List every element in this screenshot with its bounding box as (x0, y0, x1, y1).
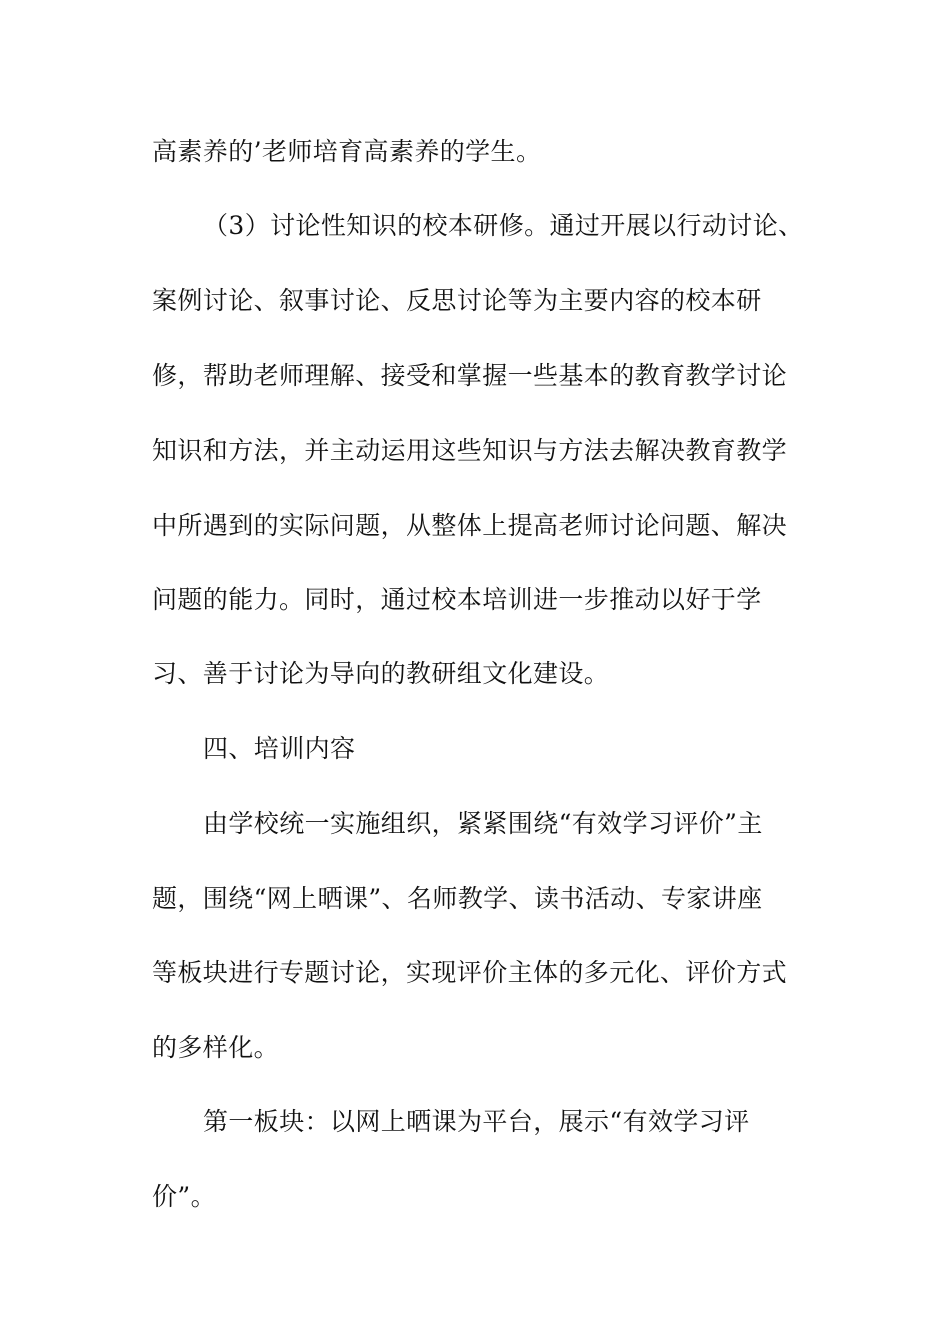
text-line: 修，帮助老师理解、接受和掌握一些基本的教育教学讨论 (152, 361, 788, 390)
text-line: 知识和方法，并主动运用这些知识与方法去解决教育教学 (152, 436, 788, 465)
text-line: 价”。 (152, 1182, 216, 1211)
text-line: 习、善于讨论为导向的教研组文化建设。 (152, 659, 610, 688)
text-line: 等板块进行专题讨论，实现评价主体的多元化、评价方式 (152, 958, 788, 987)
text-line: 的多样化。 (152, 1033, 280, 1062)
text-line: 问题的能力。同时，通过校本培训进一步推动以好于学 (152, 585, 762, 614)
text-line: 第一板块：以网上晒课为平台，展示“有效学习评 (203, 1107, 750, 1136)
section-heading: 四、培训内容 (203, 734, 356, 763)
text-line: 题，围绕“网上晒课”、名师教学、读书活动、专家讲座 (152, 884, 763, 913)
text-line: 高素养的’老师培育高素养的学生。 (152, 137, 542, 166)
text-line: 案例讨论、叙事讨论、反思讨论等为主要内容的校本研 (152, 286, 762, 315)
text-line: 由学校统一实施组织，紧紧围绕“有效学习评价”主 (203, 809, 763, 838)
text-line: （3）讨论性知识的校本研修。通过开展以行动讨论、 (203, 211, 804, 240)
text-line: 中所遇到的实际问题，从整体上提高老师讨论问题、解决 (152, 511, 788, 540)
